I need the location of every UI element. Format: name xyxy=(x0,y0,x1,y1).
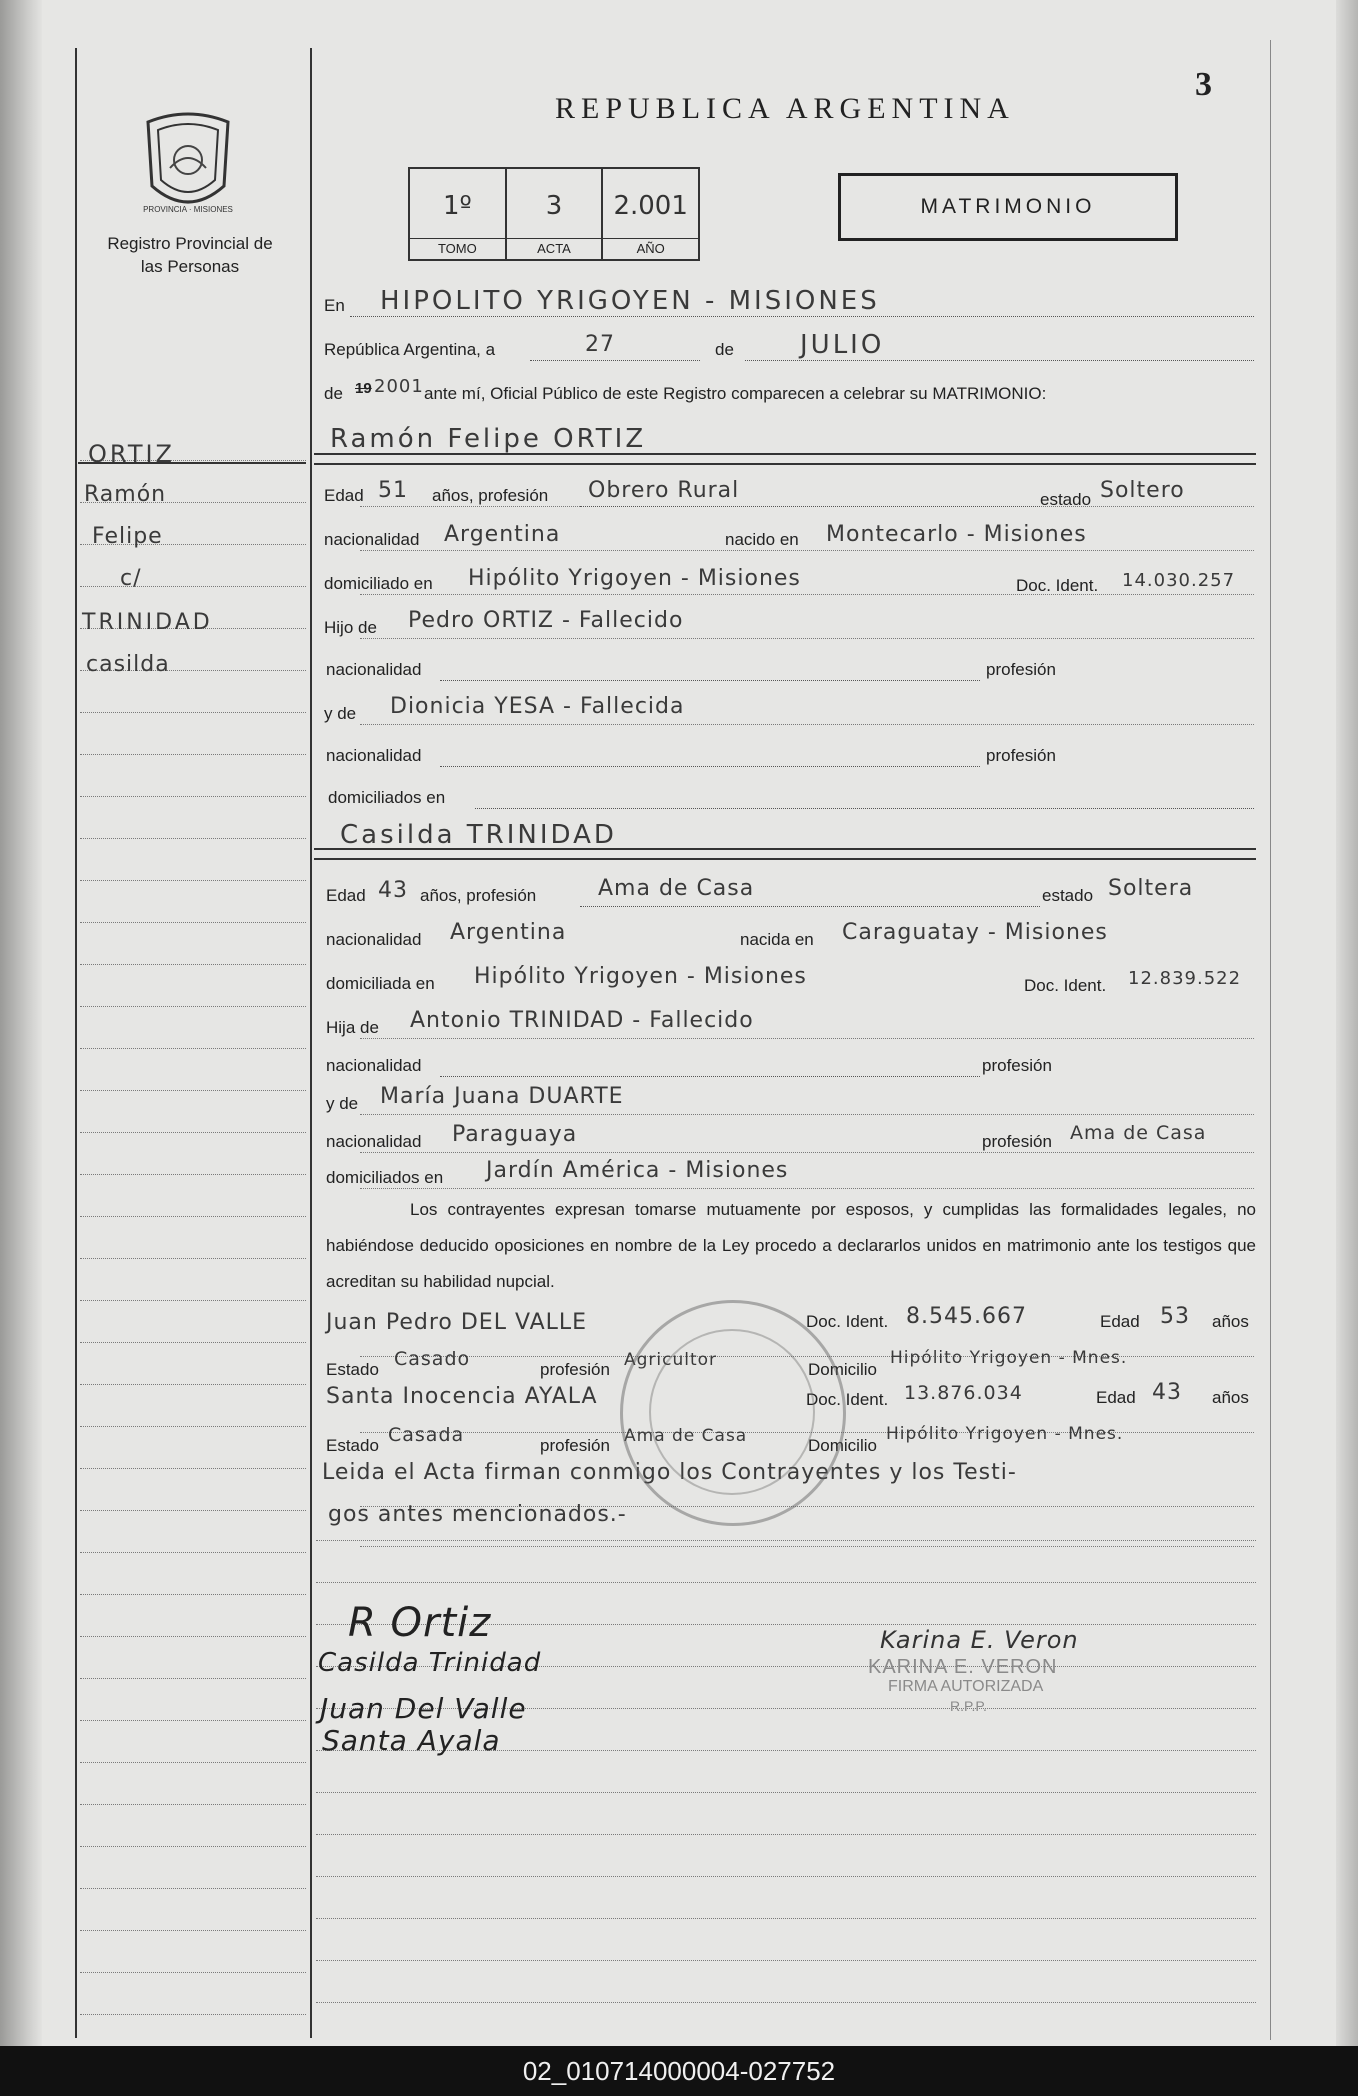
label: Hija de xyxy=(326,1018,379,1037)
bride-mother-profession: Ama de Casa xyxy=(1070,1122,1207,1144)
label: Hijo de xyxy=(324,618,377,637)
ruled-line xyxy=(80,1048,306,1050)
bride-parents-domicile: Jardín América - Misiones xyxy=(486,1158,789,1183)
ruled-line xyxy=(80,1846,306,1848)
section-rule xyxy=(314,463,1256,465)
section-rule xyxy=(314,848,1256,850)
official-name-stamp: KARINA E. VERON xyxy=(868,1656,1058,1678)
witness-name: Santa Inocencia AYALA xyxy=(326,1384,598,1409)
binding-gutter xyxy=(0,0,42,2046)
groom-father: Pedro ORTIZ - Fallecido xyxy=(408,608,684,633)
bride-birthplace: Caraguatay - Misiones xyxy=(842,920,1108,945)
closing-line: gos antes mencionados.- xyxy=(328,1502,627,1527)
ano-label: AÑO xyxy=(603,238,698,259)
groom-mother: Dionicia YESA - Fallecida xyxy=(390,694,685,719)
label: profesión xyxy=(982,1132,1052,1151)
ruled-line xyxy=(80,1090,306,1092)
witness-name: Juan Pedro DEL VALLE xyxy=(326,1310,588,1335)
label: estado xyxy=(1042,886,1094,905)
ruled-line xyxy=(80,838,306,840)
ruled-line xyxy=(80,1468,306,1470)
ruled-line xyxy=(80,754,306,756)
ruled-line xyxy=(80,1972,306,1974)
ruled-line xyxy=(80,1804,306,1806)
label: Edad xyxy=(324,486,364,505)
label: años xyxy=(1212,1312,1249,1331)
label: nacido en xyxy=(725,530,799,549)
ruled-line xyxy=(80,1762,306,1764)
fill-line xyxy=(360,550,1254,552)
label: Edad xyxy=(1096,1388,1136,1407)
groom-age: 51 xyxy=(378,478,408,503)
ruled-line xyxy=(80,1720,306,1722)
ruled-line xyxy=(80,2014,306,2016)
month-value: JULIO xyxy=(800,330,885,360)
groom-name: Ramón Felipe ORTIZ xyxy=(330,424,647,454)
margin-note: Ramón xyxy=(84,482,167,507)
section-rule xyxy=(314,453,1256,455)
bride-domicile: Hipólito Yrigoyen - Misiones xyxy=(474,964,807,989)
ruled-line xyxy=(80,1006,306,1008)
fill-line xyxy=(530,340,700,361)
margin-note: casilda xyxy=(86,652,170,677)
label: Estado xyxy=(326,1436,379,1455)
ruled-line xyxy=(316,1960,1256,1962)
margin-border xyxy=(310,48,312,2038)
label: años xyxy=(1212,1388,1249,1407)
label: domiciliados en xyxy=(328,788,446,807)
ano-value: 2.001 xyxy=(613,191,688,221)
label: estado xyxy=(1040,490,1092,509)
ruled-line xyxy=(80,1888,306,1890)
label: años, profesión xyxy=(420,886,537,905)
bride-estado: Soltera xyxy=(1108,876,1194,901)
bride-father: Antonio TRINIDAD - Fallecido xyxy=(410,1008,754,1033)
fill-line xyxy=(360,594,1254,596)
ruled-line xyxy=(80,1216,306,1218)
margin-border-left xyxy=(75,48,77,2038)
label: nacionalidad xyxy=(326,930,422,949)
ruled-line xyxy=(80,586,306,588)
ruled-line xyxy=(316,2002,1256,2004)
fill-line xyxy=(360,1038,1254,1040)
witness-domicile: Hipólito Yrigoyen - Mnes. xyxy=(890,1348,1128,1368)
ruled-line xyxy=(316,1918,1256,1920)
margin-note: c/ xyxy=(120,566,142,591)
bride-mother: María Juana DUARTE xyxy=(380,1084,624,1109)
ruled-line xyxy=(80,1678,306,1680)
declaration-text: Los contrayentes expresan tomarse mutuamente por esposos, y cumplidas las formalidades legales, no habiéndose deducido oposiciones en nombre de la Ley procedo a declararlos unidos en matrimonio ante los testigos que acreditan su habilidad nupcial. xyxy=(326,1200,1256,1291)
ruled-line xyxy=(80,1174,306,1176)
ano-cell xyxy=(603,169,698,259)
label: Doc. Ident. xyxy=(1016,576,1099,595)
ruled-line xyxy=(80,1132,306,1134)
ruled-line xyxy=(80,1552,306,1554)
witness-profession: Ama de Casa xyxy=(624,1426,748,1446)
margin-note-rule xyxy=(78,462,306,464)
ruled-line xyxy=(80,1426,306,1428)
label: Doc. Ident. xyxy=(806,1312,889,1331)
ruled-line xyxy=(80,712,306,714)
label: profesión xyxy=(986,746,1056,765)
bride-age: 43 xyxy=(378,878,408,903)
closing-line: Leida el Acta firman conmigo los Contrayentes y los Testi- xyxy=(322,1460,1017,1485)
fill-line xyxy=(440,1056,980,1077)
act-reference-box xyxy=(408,167,700,261)
ruled-line xyxy=(80,1258,306,1260)
groom-estado: Soltero xyxy=(1100,478,1185,503)
fill-line xyxy=(360,1188,1254,1190)
en-label: En xyxy=(324,296,345,315)
label: y de xyxy=(326,1094,359,1113)
bride-nationality: Argentina xyxy=(450,920,567,945)
scan-identifier: 02_010714000004-027752 xyxy=(0,2046,1358,2096)
ruled-line xyxy=(80,1300,306,1302)
ruled-line xyxy=(80,1384,306,1386)
groom-domicile: Hipólito Yrigoyen - Misiones xyxy=(468,566,801,591)
fill-line xyxy=(360,638,1254,640)
margin-note: Felipe xyxy=(92,524,163,549)
right-border xyxy=(1270,40,1271,2040)
label: profesión xyxy=(540,1360,610,1379)
signature-groom: R Ortiz xyxy=(348,1600,492,1646)
ruled-line xyxy=(316,1834,1256,1836)
year-value: 2001 xyxy=(374,376,424,397)
ruled-line xyxy=(80,880,306,882)
bride-name: Casilda TRINIDAD xyxy=(340,820,617,850)
fill-line xyxy=(475,788,1254,809)
label: nacionalidad xyxy=(324,530,420,549)
year-prefix-struck: 19 xyxy=(355,380,372,397)
signature-bride: Casilda Trinidad xyxy=(318,1648,542,1678)
republica-label: República Argentina, a xyxy=(324,340,496,359)
tomo-cell xyxy=(410,169,507,259)
fill-line xyxy=(440,660,980,681)
witness-domicile: Hipólito Yrigoyen - Mnes. xyxy=(886,1424,1124,1444)
de-label: de xyxy=(715,340,734,359)
ruled-line xyxy=(316,1876,1256,1878)
ruled-line xyxy=(80,1636,306,1638)
groom-birthplace: Montecarlo - Misiones xyxy=(826,522,1087,547)
label: domiciliada en xyxy=(326,974,435,993)
label: profesión xyxy=(540,1436,610,1455)
intro-sentence: ante mí, Oficial Público de este Registro comparecen a celebrar su MATRIMONIO: xyxy=(424,384,1047,403)
label: nacionalidad xyxy=(326,1132,422,1151)
tomo-value: 1º xyxy=(442,191,472,221)
witness-estado: Casada xyxy=(388,1424,465,1446)
groom-profession: Obrero Rural xyxy=(588,478,740,503)
label: Domicilio xyxy=(808,1436,877,1455)
official-signature: Karina E. Veron xyxy=(880,1626,1079,1654)
registry-name: Registro Provincial de las Personas xyxy=(107,234,273,276)
section-rule xyxy=(314,858,1256,860)
ruled-line xyxy=(80,1930,306,1932)
label: nacionalidad xyxy=(326,660,422,679)
official-seal-stamp xyxy=(620,1300,846,1526)
groom-doc: 14.030.257 xyxy=(1122,570,1236,591)
page-number: 3 xyxy=(1195,66,1212,103)
svg-text:PROVINCIA · MISIONES: PROVINCIA · MISIONES xyxy=(143,205,233,214)
label: años, profesión xyxy=(432,486,549,505)
label: nacida en xyxy=(740,930,814,949)
label: Doc. Ident. xyxy=(806,1390,889,1409)
label: nacionalidad xyxy=(326,746,422,765)
acta-label: ACTA xyxy=(507,238,602,259)
witness-doc: 13.876.034 xyxy=(904,1382,1023,1404)
label: domiciliados en xyxy=(326,1168,444,1187)
fill-line xyxy=(360,724,1254,726)
groom-nationality: Argentina xyxy=(444,522,561,547)
witness-estado: Casado xyxy=(394,1348,471,1370)
signature-witness-2: Santa Ayala xyxy=(322,1724,501,1757)
fill-line xyxy=(440,746,980,767)
ruled-line xyxy=(316,1792,1256,1794)
acta-cell xyxy=(507,169,604,259)
label: Estado xyxy=(326,1360,379,1379)
tomo-label: TOMO xyxy=(410,238,505,259)
label: nacionalidad xyxy=(326,1056,422,1075)
witness-profession: Agricultor xyxy=(624,1350,718,1370)
de2-label: de xyxy=(324,384,343,403)
witness-age: 53 xyxy=(1160,1304,1190,1329)
label: Doc. Ident. xyxy=(1024,976,1107,995)
margin-note: TRINIDAD xyxy=(82,610,213,635)
ruled-line xyxy=(80,922,306,924)
bride-profession: Ama de Casa xyxy=(598,876,755,901)
ruled-line xyxy=(80,1510,306,1512)
fill-line xyxy=(360,1114,1254,1116)
label: domiciliado en xyxy=(324,574,433,593)
official-office-stamp: R.P.P. xyxy=(950,1698,987,1714)
label: Edad xyxy=(1100,1312,1140,1331)
signature-witness-1: Juan Del Valle xyxy=(320,1692,527,1725)
label: Edad xyxy=(326,886,366,905)
acta-value: 3 xyxy=(545,191,563,221)
bride-mother-nationality: Paraguaya xyxy=(452,1122,578,1147)
label: profesión xyxy=(982,1056,1052,1075)
provincial-crest-icon xyxy=(140,108,236,216)
margin-note: ORTIZ xyxy=(88,440,175,468)
ruled-line xyxy=(316,1582,1256,1584)
country-title: REPUBLICA ARGENTINA xyxy=(555,92,1015,125)
official-title-stamp: FIRMA AUTORIZADA xyxy=(888,1678,1044,1695)
place-value: HIPOLITO YRIGOYEN - MISIONES xyxy=(380,286,880,316)
witness-doc: 8.545.667 xyxy=(906,1304,1027,1329)
fill-line xyxy=(360,1546,1254,1548)
label: y de xyxy=(324,704,357,723)
ruled-line xyxy=(80,796,306,798)
label: Domicilio xyxy=(808,1360,877,1379)
fill-line xyxy=(360,1152,1254,1154)
ruled-line xyxy=(80,1594,306,1596)
day-value: 27 xyxy=(585,332,615,357)
bride-doc: 12.839.522 xyxy=(1128,968,1242,989)
document-type-box: MATRIMONIO xyxy=(838,173,1178,241)
witness-age: 43 xyxy=(1152,1380,1182,1405)
ruled-line xyxy=(316,1540,1256,1542)
page-edge xyxy=(1336,0,1358,2046)
ruled-line xyxy=(80,1342,306,1344)
ruled-line xyxy=(80,964,306,966)
label: profesión xyxy=(986,660,1056,679)
